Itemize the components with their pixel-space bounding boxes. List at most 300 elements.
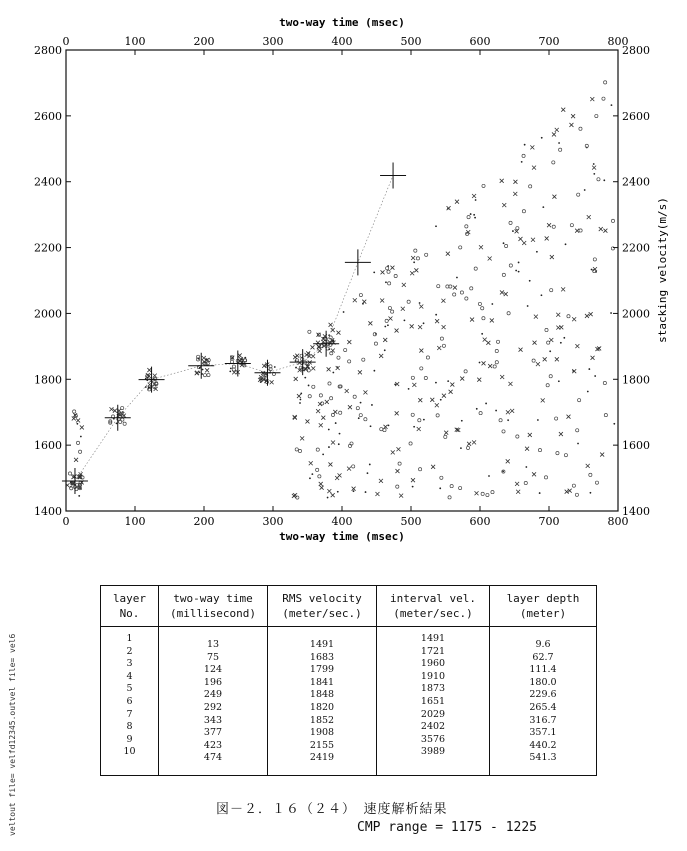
scatter-mark <box>331 413 334 416</box>
scatter-mark <box>589 473 592 476</box>
scatter-mark <box>485 403 487 405</box>
scatter-mark <box>522 154 525 157</box>
scatter-mark <box>347 340 351 344</box>
scatter-mark <box>584 189 586 191</box>
scatter-mark <box>508 382 512 386</box>
scatter-mark <box>242 361 244 363</box>
scatter-mark <box>536 251 538 253</box>
scatter-mark <box>411 256 415 260</box>
table-cell: 2 <box>126 645 133 657</box>
scatter-mark <box>327 497 329 499</box>
scatter-mark <box>456 277 458 279</box>
scatter-mark <box>330 397 333 400</box>
table-cell: 1908 <box>309 727 335 739</box>
scatter-mark <box>543 357 547 361</box>
scatter-mark <box>481 333 483 335</box>
scatter-mark <box>518 271 520 273</box>
scatter-mark <box>448 496 451 499</box>
scatter-mark <box>600 453 604 457</box>
scatter-mark <box>147 368 151 372</box>
scatter-mark <box>541 398 545 402</box>
scatter-mark <box>399 494 403 498</box>
scatter-mark <box>419 304 423 308</box>
scatter-mark <box>430 398 434 402</box>
scatter-mark <box>384 349 386 351</box>
scatter-mark <box>572 484 575 487</box>
scatter-mark <box>316 448 319 451</box>
scatter-mark <box>379 354 383 358</box>
scatter-mark <box>311 366 315 370</box>
scatter-mark <box>419 302 421 304</box>
y-tick-label-left: 2800 <box>34 44 62 57</box>
scatter-mark <box>579 229 582 232</box>
scatter-mark <box>524 481 527 484</box>
scatter-mark <box>509 264 512 267</box>
scatter-mark <box>482 317 485 320</box>
scatter-mark <box>594 375 596 377</box>
scatter-mark <box>327 489 331 493</box>
scatter-mark <box>73 410 76 413</box>
scatter-mark <box>322 453 324 455</box>
scatter-mark <box>230 367 232 369</box>
scatter-mark <box>545 236 549 240</box>
scatter-mark <box>559 432 563 436</box>
scatter-mark <box>465 297 468 300</box>
scatter-mark <box>374 342 377 345</box>
scatter-mark <box>527 305 529 307</box>
scatter-mark <box>333 340 335 342</box>
table-cell: 9 <box>126 733 133 745</box>
velocity-picks <box>62 162 406 494</box>
table-cell: 13 <box>206 639 220 650</box>
scatter-mark <box>479 362 481 364</box>
scatter-mark <box>426 356 429 359</box>
scatter-mark <box>524 144 526 146</box>
scatter-mark <box>552 161 555 164</box>
table-cell: 75 <box>206 651 220 663</box>
scatter-mark <box>545 328 548 331</box>
scatter-mark <box>455 200 459 204</box>
scatter-mark <box>475 199 477 201</box>
scatter-mark <box>449 390 453 394</box>
header-layer-no: layer No. <box>101 586 159 627</box>
scatter-mark <box>387 324 389 326</box>
scatter-mark <box>394 384 396 386</box>
scatter-mark <box>510 409 514 413</box>
scatter-mark <box>512 230 514 232</box>
x-tick-label-bottom: 200 <box>193 515 215 528</box>
scatter-mark <box>563 337 565 339</box>
scatter-mark <box>78 495 80 497</box>
scatter-mark <box>339 411 342 414</box>
scatter-mark <box>352 487 356 491</box>
scatter-mark <box>575 493 578 496</box>
scatter-mark <box>587 391 589 393</box>
scatter-mark <box>476 408 478 410</box>
scatter-mark <box>585 314 589 318</box>
scatter-mark <box>453 293 456 296</box>
scatter-mark <box>506 410 510 414</box>
scatter-mark <box>80 425 84 429</box>
scatter-mark <box>475 491 479 495</box>
y-tick-label-left: 2200 <box>34 241 62 255</box>
scatter-mark <box>362 358 365 361</box>
scatter-mark <box>331 493 335 497</box>
scatter-mark <box>502 203 506 207</box>
scatter-mark <box>300 399 302 401</box>
scatter-mark <box>550 289 553 292</box>
table-cell: 1 <box>126 633 133 644</box>
scatter-mark <box>390 266 394 270</box>
scatter-mark <box>590 97 594 101</box>
scatter-mark <box>364 418 367 421</box>
scatter-mark <box>541 137 543 139</box>
scatter-mark <box>595 114 598 117</box>
table-cell: 7 <box>126 708 133 720</box>
scatter-mark <box>300 393 302 395</box>
plot-frame <box>66 50 618 511</box>
scatter-mark <box>359 414 362 417</box>
scatter-mark <box>331 441 335 445</box>
scatter-mark <box>425 253 428 256</box>
scatter-mark <box>308 385 310 387</box>
scatter-mark <box>479 411 482 414</box>
scatter-mark <box>414 249 417 252</box>
table-cell: 1820 <box>309 701 335 713</box>
scatter-mark <box>413 426 415 428</box>
y-tick-label-left: 1400 <box>34 505 62 518</box>
scatter-mark <box>320 486 324 490</box>
scatter-mark <box>368 321 372 325</box>
scatter-mark <box>312 385 315 388</box>
scatter-mark <box>295 448 298 451</box>
scatter-mark <box>78 450 81 453</box>
scatter-mark <box>293 493 297 497</box>
table-cell: 1852 <box>309 714 335 726</box>
scatter-mark <box>446 252 450 256</box>
table-cell: 3 <box>126 658 133 670</box>
scatter-mark <box>521 161 523 163</box>
scatter-mark <box>529 185 532 188</box>
scatter-mark <box>549 375 552 378</box>
scatter-mark <box>388 317 392 321</box>
scatter-mark <box>483 338 487 342</box>
scatter-mark <box>338 473 342 477</box>
scatter-mark <box>317 345 321 349</box>
scatter-mark <box>396 447 400 451</box>
x-tick-label-top: 700 <box>538 35 560 48</box>
cmp-range: CMP range = 1175 - 1225 <box>357 820 538 835</box>
scatter-mark <box>199 367 201 369</box>
scatter-mark <box>477 378 481 382</box>
y-tick-label-right: 2400 <box>622 175 650 189</box>
velocity-pick-marker <box>139 367 165 393</box>
x-tick-label-bottom: 800 <box>607 515 629 528</box>
column-rms-velocity <box>268 633 376 765</box>
scatter-mark <box>230 360 233 363</box>
table-cell: 6 <box>126 695 133 707</box>
y-tick-label-right: 2000 <box>622 307 650 321</box>
scatter-mark <box>322 337 324 339</box>
column-layer-depth <box>490 633 596 765</box>
scatter-mark <box>318 349 322 353</box>
column-layer-no <box>101 633 158 759</box>
scatter-mark <box>515 482 519 486</box>
scatter-mark <box>417 427 421 431</box>
scatter-mark <box>145 386 147 388</box>
scatter-mark <box>478 302 481 305</box>
scatter-mark <box>344 348 347 351</box>
scatter-mark <box>121 418 124 421</box>
table-cell: 196 <box>203 676 223 688</box>
x-tick-label-top: 500 <box>400 35 422 48</box>
y-axis-right-title: stacking velocity(m/s) <box>656 197 669 343</box>
scatter-mark <box>316 468 319 471</box>
table-cell: 10 <box>123 746 136 758</box>
scatter-mark <box>435 314 437 316</box>
table-cell: 440.2 <box>529 739 557 751</box>
scatter-mark <box>482 184 485 187</box>
scatter-mark <box>198 358 200 360</box>
column-interval-velocity <box>377 633 489 759</box>
scatter-mark <box>522 210 525 213</box>
table-cell: 2419 <box>309 752 335 764</box>
scatter-mark <box>568 489 572 493</box>
scatter-mark <box>481 307 484 310</box>
scatter-mark <box>358 417 360 419</box>
table-cell: 292 <box>203 701 223 713</box>
x-tick-label-top: 300 <box>262 35 284 48</box>
scatter-mark <box>319 423 323 427</box>
scatter-mark <box>603 381 606 384</box>
scatter-mark <box>532 166 536 170</box>
scatter-mark <box>383 338 387 342</box>
scatter-mark <box>532 359 535 362</box>
scatter-mark <box>564 454 567 457</box>
scatter-mark <box>337 491 339 493</box>
scatter-mark <box>385 319 388 322</box>
scatter-mark <box>470 318 474 322</box>
scatter-mark <box>435 382 437 384</box>
scatter-mark <box>593 173 595 175</box>
scatter-mark <box>375 492 379 496</box>
scatter-mark <box>304 377 306 379</box>
table-cell: 249 <box>203 689 223 701</box>
table-cell: 1873 <box>420 683 446 695</box>
scatter-mark <box>447 380 449 382</box>
scatter-mark <box>328 382 331 385</box>
scatter-mark <box>459 246 462 249</box>
table-cell: 2155 <box>309 739 335 751</box>
y-tick-label-left: 2400 <box>34 175 62 189</box>
scatter-mark <box>513 192 517 196</box>
table-cell: 474 <box>203 752 223 764</box>
velocity-pick-marker <box>225 350 251 376</box>
scatter-mark <box>353 395 356 398</box>
scatter-mark <box>384 326 386 328</box>
scatter-mark <box>488 364 492 368</box>
scatter-mark <box>549 350 551 352</box>
table-cell: 357.1 <box>529 727 557 739</box>
velocity-pick-marker <box>313 331 339 357</box>
scatter-mark <box>595 481 598 484</box>
scatter-mark <box>536 362 540 366</box>
scatter-mark <box>435 319 439 323</box>
scatter-mark <box>591 356 595 360</box>
scatter-mark <box>611 219 614 222</box>
scatter-mark <box>202 369 204 371</box>
scatter-mark <box>386 267 389 270</box>
table-cell: 1683 <box>309 651 335 663</box>
scatter-mark <box>603 229 607 233</box>
scatter-mark <box>491 303 493 305</box>
scatter-mark <box>388 424 390 426</box>
scatter-mark <box>375 333 377 335</box>
table-cell: 377 <box>203 727 223 739</box>
column-two-way-time <box>159 633 267 765</box>
scatter-mark <box>308 330 311 333</box>
scatter-mark <box>460 447 462 449</box>
scatter-mark <box>522 241 526 245</box>
y-tick-label-right: 1800 <box>622 373 650 387</box>
scatter-mark <box>409 442 412 445</box>
scatter-mark <box>311 473 313 475</box>
vertical-file-label: veltout file= velfd12345.outvel file= vel6 <box>8 633 17 836</box>
scatter-mark <box>502 430 505 433</box>
scatter-mark <box>420 367 423 370</box>
scatter-mark <box>309 477 311 479</box>
scatter-mark <box>329 323 333 327</box>
x-tick-label-bottom: 700 <box>538 515 560 528</box>
x-tick-label-bottom: 600 <box>469 515 491 528</box>
scatter-mark <box>436 414 439 417</box>
x-tick-label-top: 0 <box>62 35 70 48</box>
x-tick-label-bottom: 500 <box>400 515 422 528</box>
scatter-mark <box>486 341 490 345</box>
scatter-mark <box>571 114 575 118</box>
scatter-mark <box>529 280 531 282</box>
scatter-mark <box>147 377 149 379</box>
scatter-mark <box>328 462 332 466</box>
velocity-pick-marker <box>345 249 371 275</box>
scatter-mark <box>318 402 322 406</box>
scatter-mark <box>539 492 541 494</box>
scatter-mark <box>499 419 502 422</box>
scatter-mark <box>528 433 532 437</box>
y-tick-label-right: 1600 <box>622 439 650 453</box>
scatter-mark <box>319 482 323 486</box>
scatter-mark <box>347 467 351 471</box>
scatter-mark <box>331 328 335 332</box>
scatter-mark <box>611 104 613 106</box>
table-cell: 1910 <box>420 670 446 682</box>
table-cell: 343 <box>203 714 223 726</box>
scatter-mark <box>516 227 519 230</box>
scatter-mark <box>613 423 615 425</box>
scatter-mark <box>440 476 443 479</box>
scatter-mark <box>513 180 517 184</box>
scatter-mark <box>370 425 372 427</box>
table-cell: 1799 <box>309 664 335 676</box>
scatter-mark <box>444 435 447 438</box>
scatter-mark <box>588 368 590 370</box>
scatter-mark <box>556 326 560 330</box>
scatter-mark <box>343 311 345 313</box>
scatter-mark <box>116 422 118 424</box>
scatter-mark <box>411 376 414 379</box>
scatter-mark <box>470 287 473 290</box>
scatter-mark <box>410 324 414 328</box>
table-cell: 423 <box>203 739 223 751</box>
scatter-mark <box>404 319 406 321</box>
scatter-mark <box>500 179 504 183</box>
scatter-mark <box>335 422 337 424</box>
table-cell: 1960 <box>420 658 446 670</box>
scatter-mark <box>493 365 496 368</box>
y-tick-label-left: 1800 <box>34 373 62 387</box>
y-tick-label-right: 2600 <box>622 109 650 123</box>
scatter-mark <box>496 340 499 343</box>
header-layer-depth: layer depth (meter) <box>490 586 597 627</box>
scatter-mark <box>418 325 422 329</box>
scatter-mark <box>447 206 451 210</box>
scatter-layer <box>65 81 615 499</box>
scatter-mark <box>558 380 560 382</box>
scatter-mark <box>395 469 399 473</box>
scatter-mark <box>509 221 512 224</box>
header-interval-velocity: interval vel. (meter/sec.) <box>377 586 490 627</box>
scatter-mark <box>542 206 544 208</box>
scatter-mark <box>413 261 415 263</box>
scatter-mark <box>148 387 150 389</box>
scatter-mark <box>325 400 329 404</box>
scatter-mark <box>298 449 301 452</box>
scatter-mark <box>587 215 591 219</box>
scatter-mark <box>270 380 274 384</box>
scatter-mark <box>398 462 401 465</box>
scatter-mark <box>369 464 371 466</box>
table-cell: 265.4 <box>529 701 557 713</box>
scatter-mark <box>516 490 520 494</box>
x-axis-bottom-title: two-way time (msec) <box>279 530 405 543</box>
scatter-mark <box>241 358 243 360</box>
scatter-mark <box>401 307 405 311</box>
x-axis-top-title: two-way time (msec) <box>279 16 405 29</box>
scatter-mark <box>423 322 425 324</box>
y-tick-label-left: 1600 <box>34 439 62 453</box>
scatter-mark <box>589 312 593 316</box>
scatter-mark <box>604 81 607 84</box>
scatter-mark <box>597 178 600 181</box>
scatter-mark <box>593 163 595 165</box>
scatter-mark <box>453 286 457 290</box>
scatter-mark <box>586 464 590 468</box>
scatter-mark <box>502 470 504 472</box>
scatter-mark <box>461 420 463 422</box>
x-tick-label-bottom: 0 <box>62 515 70 528</box>
scatter-mark <box>482 361 486 365</box>
header-two-way-time: two-way time (millisecond) <box>159 586 268 627</box>
scatter-mark <box>395 329 399 333</box>
scatter-mark <box>410 271 414 275</box>
velocity-pick-marker <box>290 349 316 375</box>
scatter-mark <box>519 348 523 352</box>
table-cell: 3576 <box>420 733 446 745</box>
scatter-mark <box>319 394 322 397</box>
scatter-mark <box>387 270 390 273</box>
scatter-mark <box>74 458 78 462</box>
scatter-mark <box>402 283 406 287</box>
